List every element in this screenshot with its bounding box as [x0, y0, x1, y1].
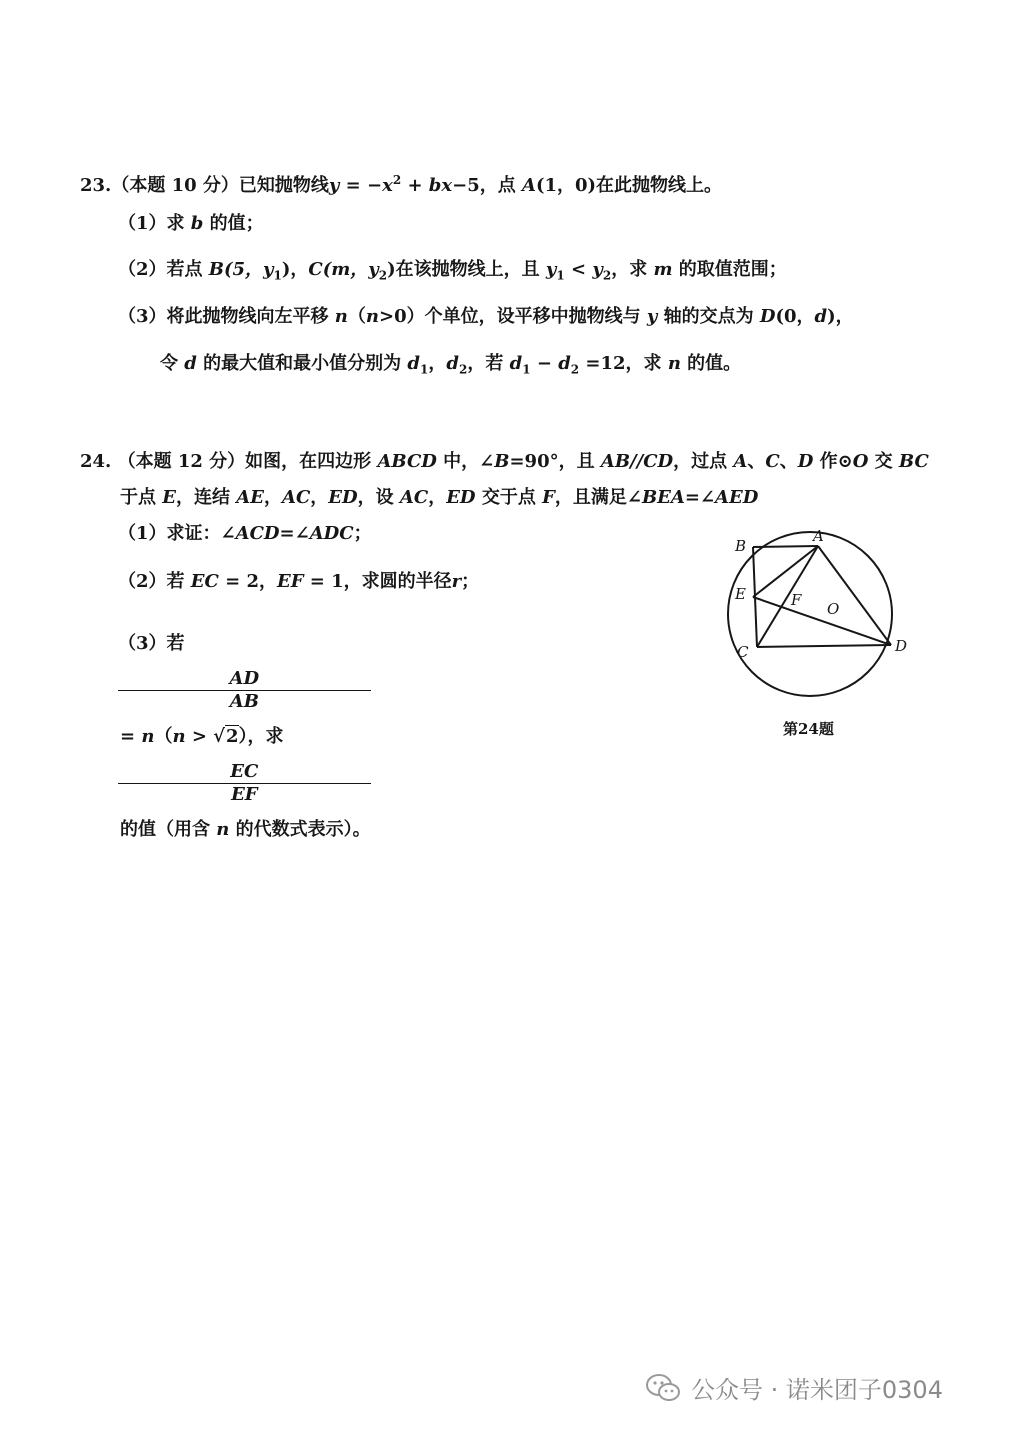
q24-part1: （1）求证：∠ACD=∠ADC； [118, 523, 372, 544]
label-d: D [895, 637, 908, 655]
fraction-ec-ef: EC EF [118, 761, 371, 806]
segment-ad [818, 546, 891, 645]
label-f: F [791, 591, 802, 609]
geometry-figure [725, 525, 925, 705]
q24-header-cont: 于点 E，连结 AE，AC，ED，设 AC，ED 交于点 F，且满足∠BEA=∠AED [120, 487, 759, 508]
label-e: E [735, 585, 746, 603]
segment-ac [757, 546, 818, 647]
segment-ba [753, 546, 818, 547]
q23-header: 23.（本题 10 分）已知抛物线$y = -x^2 + bx-5$，点 A(1，0)在此抛物线上。 [80, 173, 723, 196]
label-a: A [813, 527, 824, 545]
label-b: B [735, 537, 747, 555]
label-c: C [737, 643, 749, 661]
q23-part2: （2）若点 B(5，$y_1$)，C(m，$y_2$)在该抛物线上，且 $y_1 < y_2$，求 m 的取值范围； [118, 259, 787, 283]
fraction-ad-ab: AD AB [118, 668, 371, 713]
segment-cd [757, 645, 891, 647]
q23-part3-cont: 令 d 的最大值和最小值分别为 $d_1$，$d_2$，若 $d_1 - d_2 =12$，求 n 的值。 [160, 353, 742, 377]
q24-part2: （2）若 EC = 2，EF = 1，求圆的半径r； [118, 571, 480, 592]
q24-part3: （3）若 AD AB = n（n > √2），求 EC EF 的值（用含 n 的代数式表示）。 [118, 633, 371, 840]
q24-header: 24. （本题 12 分）如图，在四边形 ABCD 中，∠B=90°，且 AB//CD，过点 A、C、D 作⊙O 交 BC [80, 451, 929, 472]
segment-ae [753, 546, 818, 597]
wechat-icon [645, 1373, 681, 1403]
figure-caption: 第24题 [783, 720, 834, 738]
watermark-text: 公众号 · 诺米团子0304 [691, 1376, 943, 1404]
label-o: O [827, 600, 840, 618]
q23-part3: （3）将此抛物线向左平移 n（n>0）个单位，设平移中抛物线与 y 轴的交点为 D(0，d)， [118, 306, 854, 327]
watermark [645, 1370, 943, 1405]
q23-part1: （1）求 b 的值； [118, 213, 264, 234]
